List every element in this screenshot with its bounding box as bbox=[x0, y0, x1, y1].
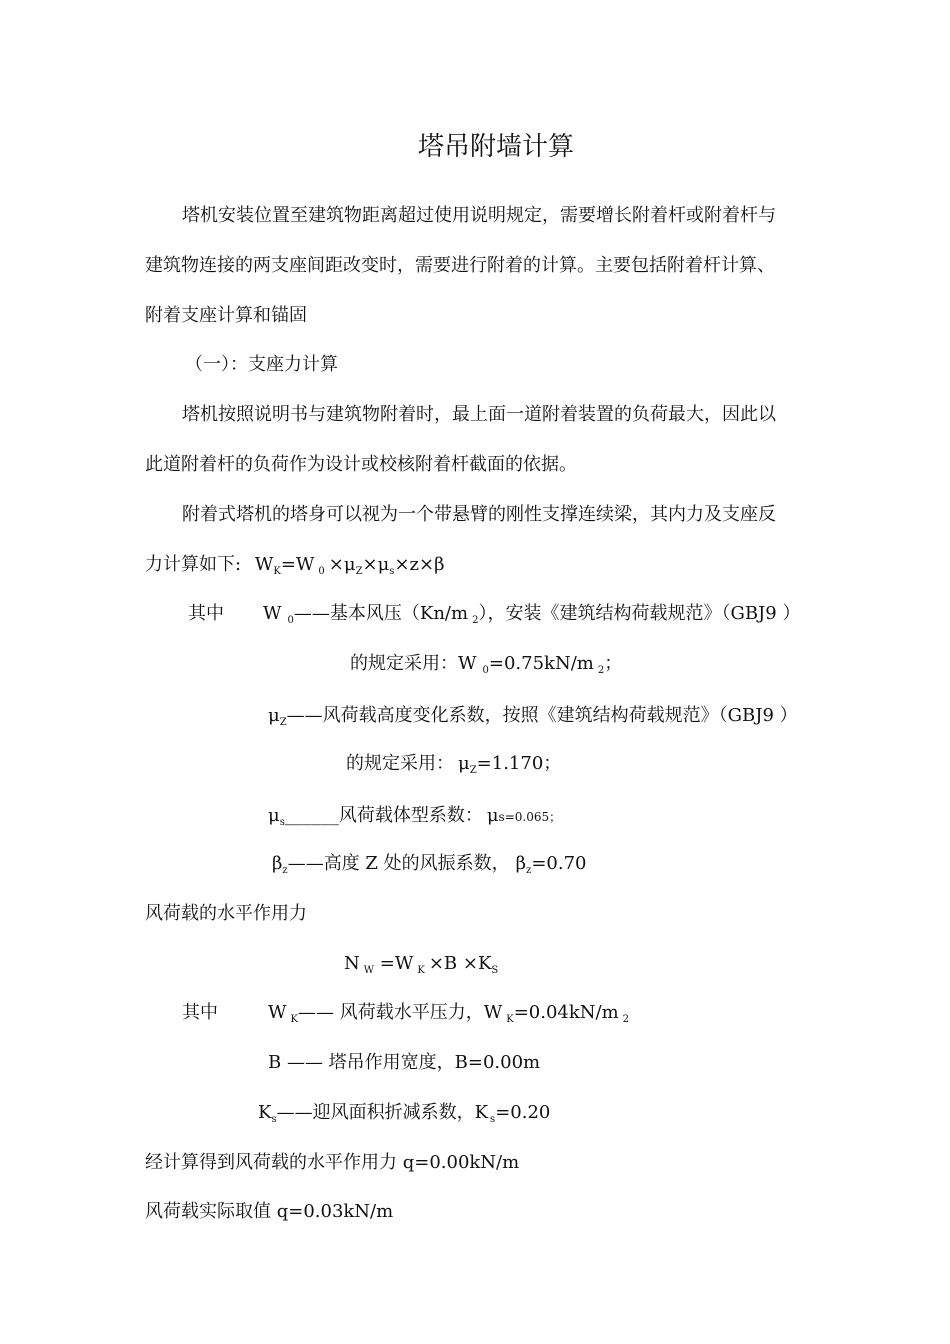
w0-definition: W $_0$——基本风压（Kn/m $_2$），安装《建筑结构荷载规范》（GBJ9 ） bbox=[263, 603, 801, 626]
result-line: 经计算得到风荷载的水平作用力 q=0.00kN/m bbox=[145, 1152, 520, 1173]
section-heading: （一）：支座力计算 bbox=[185, 354, 338, 375]
section-heading: 风荷载的水平作用力 bbox=[145, 903, 307, 924]
formula-line-wk bbox=[145, 553, 445, 577]
paragraph-line: 此道附着杆的负荷作为设计或校核附着杆截面的依据。 bbox=[145, 454, 577, 475]
where-label: 其中 bbox=[188, 603, 224, 624]
formula-intro: 力计算如下: bbox=[145, 554, 242, 575]
paragraph-line: 塔机安装位置至建筑物距离超过使用说明规定，需要增长附着杆或附着杆与 bbox=[182, 205, 776, 226]
formula-nw: N $_W$ =W $_K \times B \times K_S$ bbox=[344, 953, 499, 976]
w0-rule: 的规定采用：W $_0$=0.75kN/m $_2$； bbox=[350, 653, 623, 676]
paragraph-line: 塔机按照说明书与建筑物附着时，最上面一道附着装置的负荷最大，因此以 bbox=[182, 404, 776, 425]
us-definition: $\mu_s\_\_\_\_\_\_$风荷载体型系数： μs=0.065； bbox=[268, 805, 562, 828]
page-title: 塔吊附墙计算 bbox=[418, 132, 575, 162]
uz-definition: $\mu_Z——$风荷载高度变化系数，按照《建筑结构荷载规范》（GBJ9 ） bbox=[268, 705, 798, 728]
where-label: 其中 bbox=[182, 1002, 218, 1023]
uz-rule: 的规定采用： $\mu_Z=1.170$； bbox=[346, 753, 562, 776]
paragraph-line: 建筑物连接的两支座间距改变时，需要进行附着的计算。主要包括附着杆计算、 bbox=[145, 255, 775, 276]
ks-definition: $K_s——$迎风面积折减系数，K $_s$=0.20 bbox=[258, 1102, 551, 1125]
result-line: 风荷载实际取值 q=0.03kN/m bbox=[145, 1201, 394, 1222]
wk-definition: W $_K$—— 风荷载水平压力，W $_K$=0.04kN/m $_2$ bbox=[268, 1002, 630, 1025]
b-definition: B —— 塔吊作用宽度，B=0.00m bbox=[268, 1052, 541, 1073]
formula-wk: $W_K=W$ $_0 \times\mu_Z\times\mu_s\times z\times\beta$ bbox=[254, 554, 445, 577]
paragraph-line: 附着支座计算和锚固 bbox=[145, 305, 307, 326]
paragraph-line: 附着式塔机的塔身可以视为一个带悬臂的刚性支撑连续梁，其内力及支座反 bbox=[182, 504, 776, 525]
bz-definition: $\beta_z——$高度 Z 处的风振系数， $\beta_z=0.70$ bbox=[272, 853, 587, 876]
